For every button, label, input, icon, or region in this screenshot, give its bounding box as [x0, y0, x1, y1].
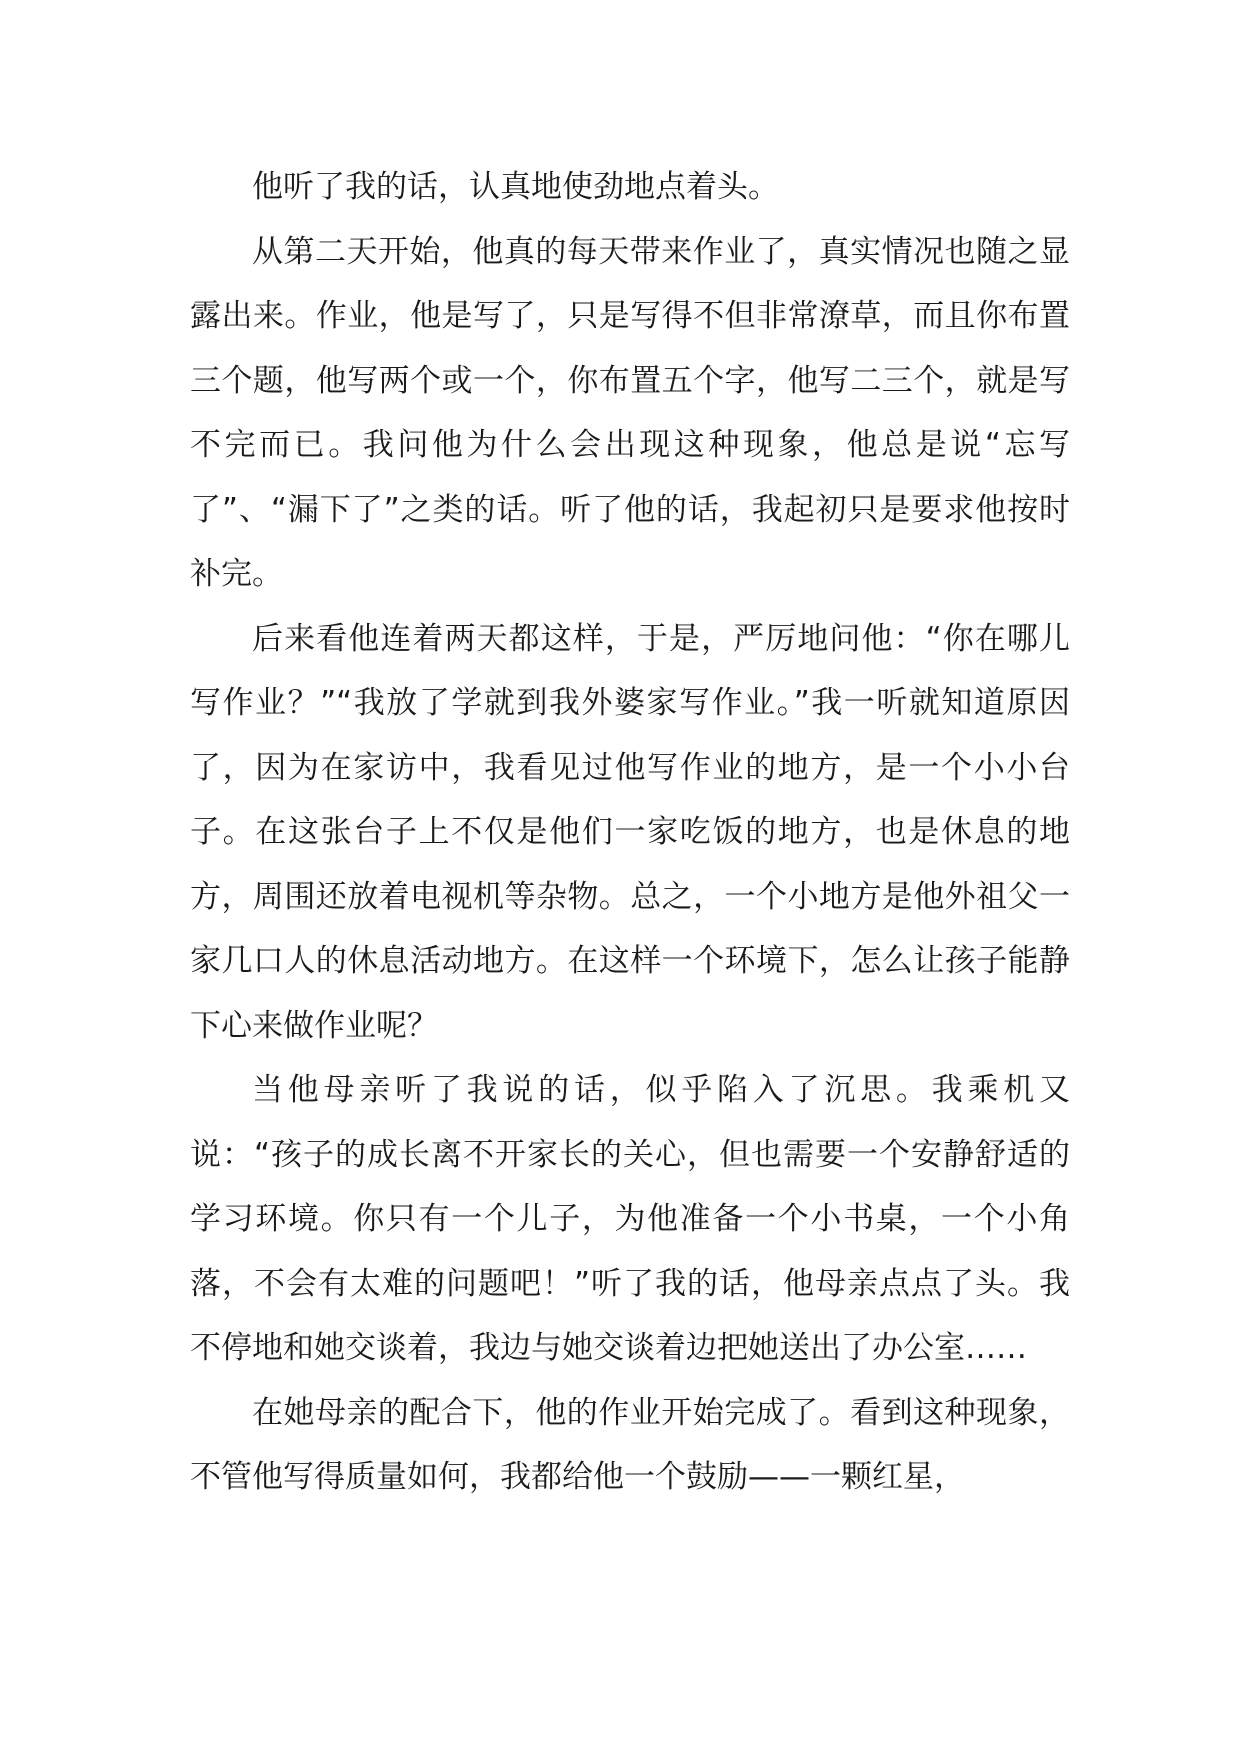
paragraph: 后来看他连着两天都这样，于是，严厉地问他：“你在哪儿写作业？”“我放了学就到我外婆家写作业。”我一听就知道原因了，因为在家访中，我看见过他写作业的地方，是一个小小台子。在这张台子上不仅是他们一家吃饭的地方，也是休息的地方，周围还放着电视机等杂物。总之，一个小地方是他外祖父一家几口人的休息活动地方。在这样一个环境下，怎么让孩子能静下心来做作业呢？ — [190, 620, 1070, 1044]
paragraph: 在她母亲的配合下，他的作业开始完成了。看到这种现象，不管他写得质量如何，我都给他一个鼓励——一颗红星， — [190, 1394, 1070, 1495]
body-text — [190, 155, 1070, 1510]
paragraph: 他听了我的话，认真地使劲地点着头。 — [252, 169, 779, 205]
paragraph: 从第二天开始，他真的每天带来作业了，真实情况也随之显露出来。作业，他是写了，只是写得不但非常潦草，而且你布置三个题，他写两个或一个，你布置五个字，他写二三个，就是写不完而已。我问他为什么会出现这种现象，他总是说“忘写了”、“漏下了”之类的话。听了他的话，我起初只是要求他按时补完。 — [190, 233, 1070, 592]
paragraph: 当他母亲听了我说的话，似乎陷入了沉思。我乘机又说：“孩子的成长离不开家长的关心，但也需要一个安静舒适的学习环境。你只有一个儿子，为他准备一个小书桌，一个小角落，不会有太难的问题吧！”听了我的话，他母亲点点了头。我不停地和她交谈着，我边与她交谈着边把她送出了办公室…… — [190, 1072, 1070, 1366]
